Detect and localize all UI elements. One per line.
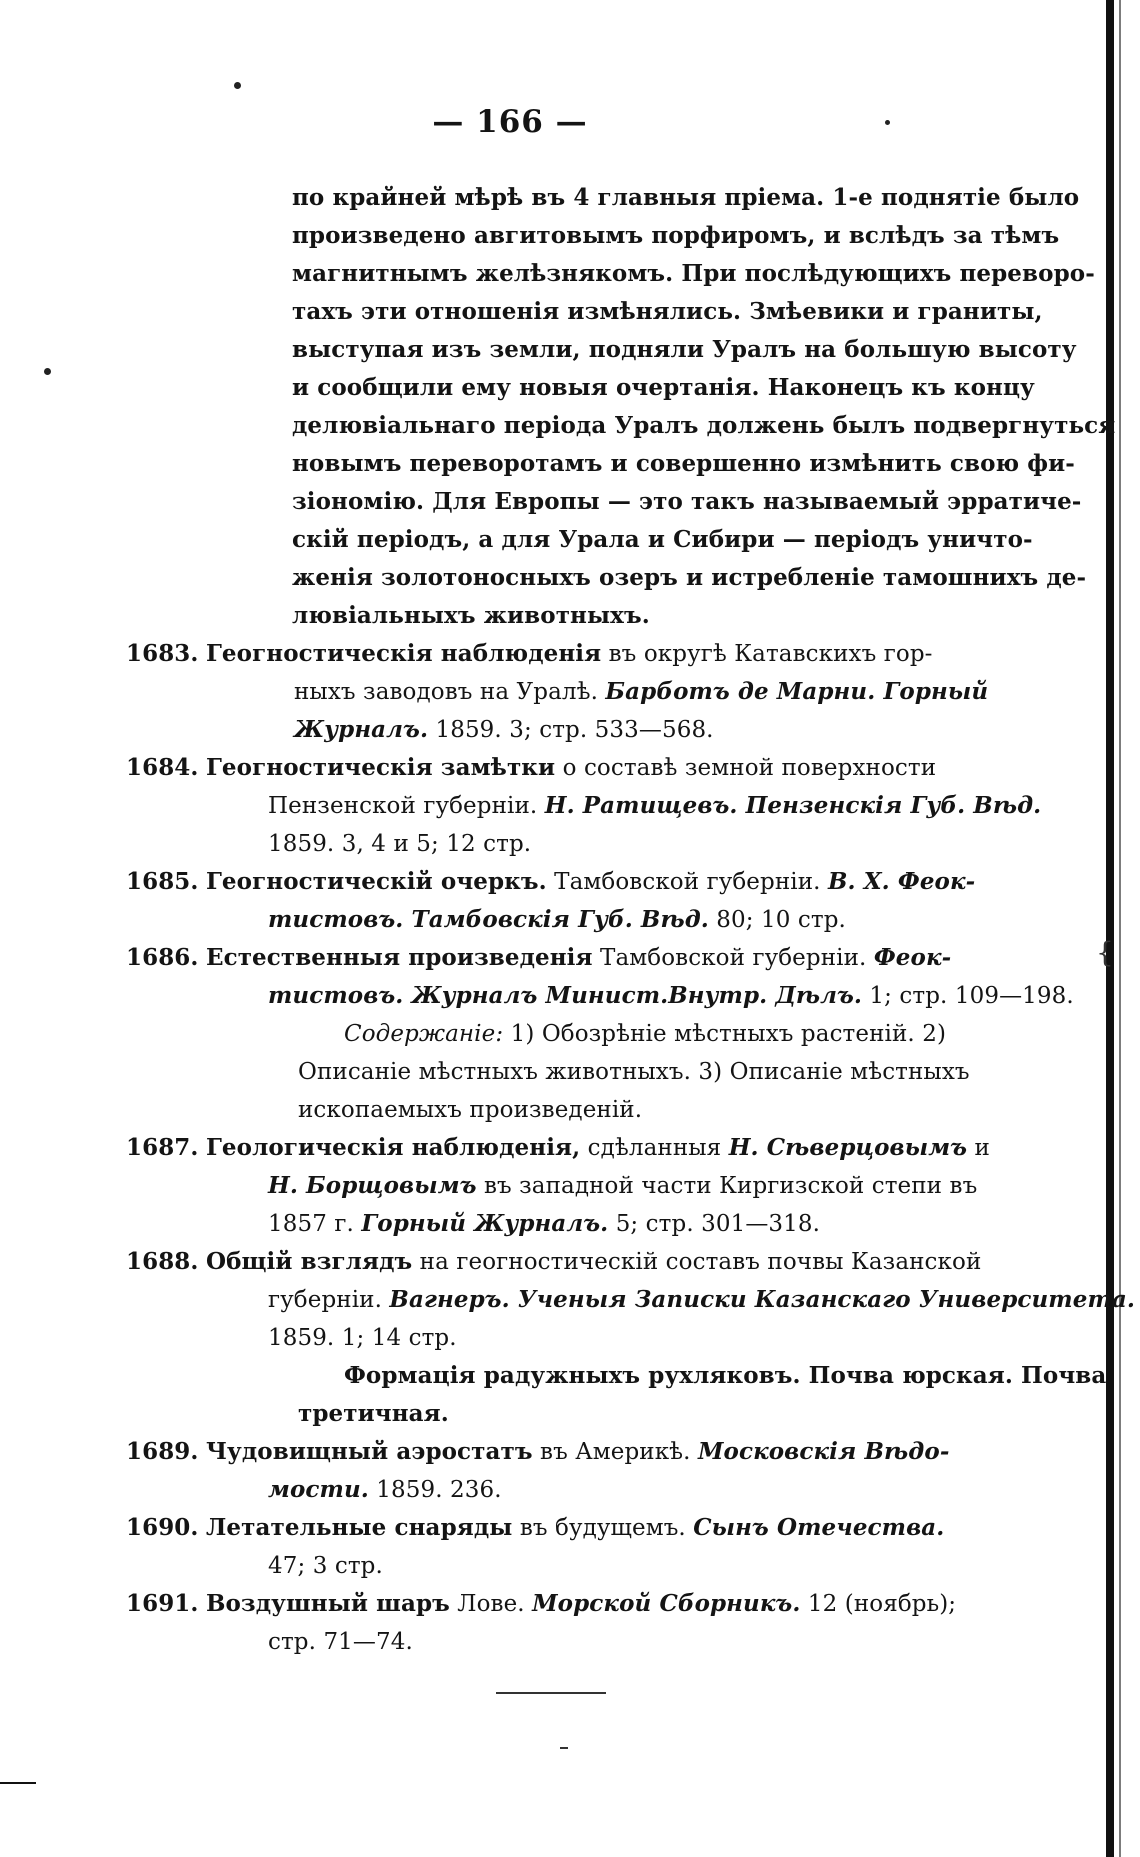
entry-note-line: Описаніе мѣстныхъ животныхъ. 3) Описаніе мѣстныхъ xyxy=(298,1059,970,1085)
entry-note-line: ископаемыхъ произведеній. xyxy=(298,1097,643,1123)
intro-line: лювіальныхъ животныхъ. xyxy=(292,602,650,629)
entry-title: Геогностическія наблюденія xyxy=(205,640,602,667)
entry-text: Лове. xyxy=(449,1591,533,1617)
bibliography-entry-line xyxy=(126,639,933,669)
entry-text: Пензенской губерніи. xyxy=(268,793,545,819)
entry-source: Барботъ де Марни. Горный xyxy=(605,678,989,705)
entry-source: тистовъ. Журналъ Минист.Внутр. Дѣлъ. xyxy=(268,982,863,1009)
bibliography-entry-line xyxy=(268,1475,502,1505)
bibliography-entry-line xyxy=(268,829,531,859)
entry-title: Естественныя произведенія xyxy=(205,944,593,971)
page-edge-line xyxy=(1119,0,1121,1857)
note-label: Содержаніе: xyxy=(344,1021,504,1047)
page-edge-shadow xyxy=(1106,0,1114,1857)
entry-title: Летательные снаряды xyxy=(205,1514,513,1541)
page-number: — 166 — xyxy=(432,104,588,140)
entry-source: Вагнеръ. Ученыя Записки Казанскаго Университета. xyxy=(389,1286,1136,1313)
entry-note-line xyxy=(344,1019,946,1049)
scan-speck xyxy=(44,368,51,375)
entry-text: въ округѣ Катавскихъ гор- xyxy=(601,641,933,667)
entry-text: въ будущемъ. xyxy=(512,1515,694,1541)
intro-line: и сообщили ему новыя очертанія. Наконецъ къ концу xyxy=(292,374,1035,401)
section-divider xyxy=(496,1692,606,1694)
bibliography-entry-line xyxy=(126,943,951,973)
entry-number: 1687. xyxy=(126,1134,199,1161)
intro-line: выступая изъ земли, подняли Уралъ на большую высоту xyxy=(292,336,1077,363)
intro-line: женія золотоносныхъ озеръ и истребленіе тамошнихъ де- xyxy=(292,564,1087,591)
entry-text: 1859. 1; 14 стр. xyxy=(268,1325,457,1351)
entry-text: на геогностическій составъ почвы Казанской xyxy=(412,1249,982,1275)
intro-line: скій періодъ, а для Урала и Сибири — періодъ уничто- xyxy=(292,526,1033,553)
bibliography-entry-line xyxy=(268,1627,413,1657)
intro-line: зіономію. Для Европы — это такъ называемый эрратиче- xyxy=(292,488,1082,515)
entry-title: Геогностическія замѣтки xyxy=(205,754,556,781)
entry-text: Тамбовской губерніи. xyxy=(592,945,874,971)
entry-source: тистовъ. Тамбовскія Губ. Вѣд. xyxy=(268,906,709,933)
entry-number: 1683. xyxy=(126,640,199,667)
intro-line: новымъ переворотамъ и совершенно измѣнить свою фи- xyxy=(292,450,1075,477)
bibliography-entry-line xyxy=(268,791,1041,821)
entry-text: 1; стр. 109—198. xyxy=(862,983,1074,1009)
entry-source: Морской Сборникъ. xyxy=(532,1590,801,1617)
bibliography-entry-line xyxy=(268,981,1074,1011)
intro-line: магнитнымъ желѣзнякомъ. При послѣдующихъ переворо- xyxy=(292,260,1095,287)
entry-number: 1685. xyxy=(126,868,199,895)
bibliography-entry-line xyxy=(294,715,714,745)
bibliography-entry-line xyxy=(126,1589,956,1619)
entry-source: Журналъ. xyxy=(294,716,429,743)
entry-text: 1857 г. xyxy=(268,1211,362,1237)
entry-source: мости. xyxy=(268,1476,369,1503)
entry-text: стр. 71—74. xyxy=(268,1629,413,1655)
note-text: 1) Обозрѣніе мѣстныхъ растеній. 2) xyxy=(503,1021,947,1047)
bibliography-entry-line xyxy=(126,1513,944,1543)
bibliography-entry-line xyxy=(268,905,846,935)
entry-text: и xyxy=(967,1135,990,1161)
bibliography-entry-line xyxy=(126,753,936,783)
entry-number: 1689. xyxy=(126,1438,199,1465)
entry-note-line: третичная. xyxy=(298,1400,449,1427)
entry-text: 47; 3 стр. xyxy=(268,1553,383,1579)
entry-text: 1859. 3; стр. 533—568. xyxy=(428,717,714,743)
entry-title: Воздушный шаръ xyxy=(205,1590,450,1617)
scan-speck xyxy=(234,82,241,89)
bibliography-entry-line xyxy=(126,1133,990,1163)
entry-number: 1684. xyxy=(126,754,199,781)
bibliography-entry-line xyxy=(294,677,988,707)
entry-number: 1686. xyxy=(126,944,199,971)
bibliography-entry-line xyxy=(268,1171,977,1201)
bibliography-entry-line xyxy=(268,1551,383,1581)
entry-title: Геологическія наблюденія, xyxy=(205,1134,581,1161)
entry-text: Тамбовской губерніи. xyxy=(546,869,828,895)
scan-mark xyxy=(0,1782,36,1784)
bibliography-entry-line xyxy=(126,867,975,897)
intro-line: произведено авгитовымъ порфиромъ, и вслѣдъ за тѣмъ xyxy=(292,222,1060,249)
entry-text: о составѣ земной поверхности xyxy=(555,755,937,781)
bibliography-entry-line xyxy=(268,1285,1135,1315)
entry-text: 5; стр. 301—318. xyxy=(608,1211,821,1237)
entry-title: Геогностическій очеркъ. xyxy=(205,868,547,895)
entry-source: Феок- xyxy=(873,944,952,971)
scan-mark xyxy=(560,1747,568,1749)
entry-source: В. Х. Феок- xyxy=(827,868,976,895)
entry-text: 80; 10 стр. xyxy=(708,907,846,933)
entry-text: 1859. 236. xyxy=(368,1477,502,1503)
entry-text: губерніи. xyxy=(268,1287,390,1313)
entry-text: 1859. 3, 4 и 5; 12 стр. xyxy=(268,831,532,857)
entry-text: сдѣланныя xyxy=(580,1135,729,1161)
entry-source: Н. Сѣверцовымъ xyxy=(728,1134,968,1161)
entry-text: 12 (ноябрь); xyxy=(800,1591,957,1617)
intro-line: тахъ эти отношенія измѣнялись. Змѣевики и граниты, xyxy=(292,298,1043,325)
entry-number: 1690. xyxy=(126,1514,199,1541)
entry-source: Горный Журналъ. xyxy=(361,1210,609,1237)
bibliography-entry-line xyxy=(268,1209,820,1239)
entry-title: Общій взглядъ xyxy=(205,1248,413,1275)
entry-source: Московскія Вѣдо- xyxy=(697,1438,950,1465)
bibliography-entry-line xyxy=(268,1323,457,1353)
entry-text: ныхъ заводовъ на Уралѣ. xyxy=(294,679,606,705)
entry-text: въ западной части Киргизской степи въ xyxy=(476,1173,978,1199)
entry-text: въ Америкѣ. xyxy=(532,1439,698,1465)
entry-note-line: Формація радужныхъ рухляковъ. Почва юрская. Почва xyxy=(344,1362,1107,1389)
intro-line: делювіальнаго періода Уралъ должень былъ подвергнуться xyxy=(292,412,1116,439)
entry-number: 1691. xyxy=(126,1590,199,1617)
margin-mark: { xyxy=(1096,936,1114,969)
bibliography-entry-line xyxy=(126,1437,949,1467)
intro-line: по крайней мѣрѣ въ 4 главныя пріема. 1-е поднятіе было xyxy=(292,184,1080,211)
entry-source: Н. Ратищевъ. Пензенскія Губ. Вѣд. xyxy=(544,792,1042,819)
bibliography-entry-line xyxy=(126,1247,981,1277)
entry-source: Н. Борщовымъ xyxy=(268,1172,477,1199)
entry-source: Сынъ Отечества. xyxy=(693,1514,945,1541)
entry-number: 1688. xyxy=(126,1248,199,1275)
entry-title: Чудовищный аэростатъ xyxy=(205,1438,533,1465)
